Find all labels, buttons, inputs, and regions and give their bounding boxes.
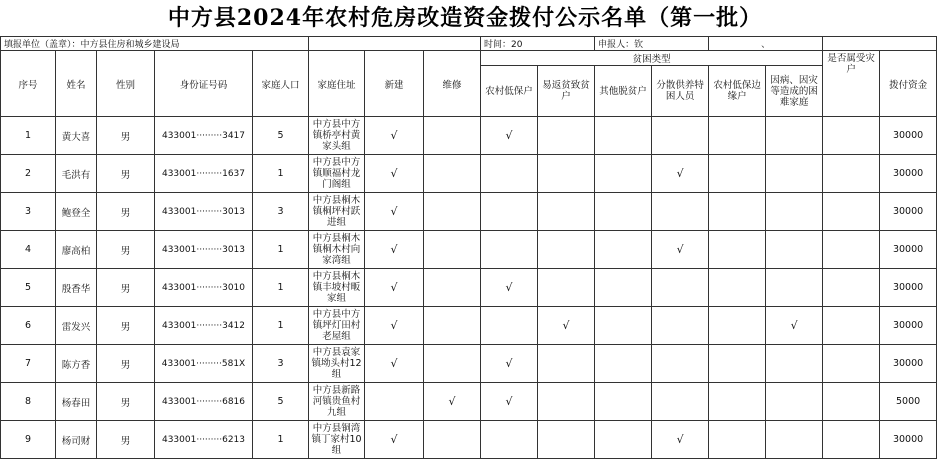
col-dibao-edge: 农村低保边缘户	[709, 66, 766, 117]
cell-easy-poverty	[538, 345, 595, 383]
cell-funds: 30000	[880, 117, 937, 155]
cell-seq: 1	[1, 117, 56, 155]
reporter: 申报人：钦	[595, 37, 709, 51]
cell-seq: 4	[1, 231, 56, 269]
cell-illness-disaster	[766, 155, 823, 193]
cell-seq: 3	[1, 193, 56, 231]
cell-easy-poverty	[538, 155, 595, 193]
cell-dispersed-support: √	[652, 421, 709, 459]
cell-new-build: √	[365, 345, 424, 383]
cell-other-poverty	[595, 421, 652, 459]
cell-repair	[424, 117, 481, 155]
cell-household: 3	[253, 345, 309, 383]
cell-household: 3	[253, 193, 309, 231]
cell-disaster-victim	[823, 231, 880, 269]
cell-dispersed-support	[652, 383, 709, 421]
cell-id: 433001·········581X	[155, 345, 253, 383]
col-id: 身份证号码	[155, 51, 253, 117]
cell-easy-poverty	[538, 231, 595, 269]
cell-name: 杨春田	[56, 383, 97, 421]
col-easy-poverty: 易返贫致贫户	[538, 66, 595, 117]
cell-id: 433001·········1637	[155, 155, 253, 193]
cell-other-poverty	[595, 155, 652, 193]
cell-new-build: √	[365, 193, 424, 231]
cell-dibao-edge	[709, 421, 766, 459]
cell-seq: 8	[1, 383, 56, 421]
cell-name: 陈方香	[56, 345, 97, 383]
cell-illness-disaster: √	[766, 307, 823, 345]
cell-illness-disaster	[766, 421, 823, 459]
cell-disaster-victim	[823, 117, 880, 155]
cell-dibao-edge	[709, 117, 766, 155]
cell-name: 毛洪有	[56, 155, 97, 193]
col-repair: 维修	[424, 51, 481, 117]
cell-gender: 男	[97, 231, 155, 269]
reporting-unit: 填报单位（盖章）：中方县住房和城乡建设局	[1, 37, 309, 51]
cell-dispersed-support	[652, 117, 709, 155]
col-rural-dibao: 农村低保户	[481, 66, 538, 117]
table-row	[1, 231, 937, 269]
info-row	[1, 37, 937, 51]
table-row	[1, 117, 937, 155]
col-household: 家庭人口	[253, 51, 309, 117]
cell-dibao-edge	[709, 269, 766, 307]
cell-disaster-victim	[823, 155, 880, 193]
cell-other-poverty	[595, 117, 652, 155]
cell-disaster-victim	[823, 307, 880, 345]
cell-rural-dibao: √	[481, 269, 538, 307]
cell-address: 中方县中方镇桥亭村黄家头组	[309, 117, 365, 155]
table-row	[1, 383, 937, 421]
cell-address: 中方县新路河镇贵鱼村九组	[309, 383, 365, 421]
cell-easy-poverty	[538, 383, 595, 421]
cell-seq: 2	[1, 155, 56, 193]
cell-repair	[424, 345, 481, 383]
cell-illness-disaster	[766, 345, 823, 383]
cell-illness-disaster	[766, 231, 823, 269]
cell-disaster-victim	[823, 345, 880, 383]
cell-repair	[424, 231, 481, 269]
col-address: 家庭住址	[309, 51, 365, 117]
col-funds: 拨付资金	[880, 51, 937, 117]
cell-disaster-victim	[823, 269, 880, 307]
cell-address: 中方县中方镇坪灯田村老屋组	[309, 307, 365, 345]
cell-easy-poverty: √	[538, 307, 595, 345]
cell-funds: 30000	[880, 155, 937, 193]
allocation-table	[0, 36, 937, 459]
cell-new-build: √	[365, 155, 424, 193]
col-poverty-type: 贫困类型	[481, 51, 823, 66]
cell-illness-disaster	[766, 269, 823, 307]
cell-name: 杨司财	[56, 421, 97, 459]
cell-illness-disaster	[766, 117, 823, 155]
cell-seq: 9	[1, 421, 56, 459]
cell-new-build	[365, 383, 424, 421]
cell-new-build: √	[365, 117, 424, 155]
cell-id: 433001·········3417	[155, 117, 253, 155]
cell-dibao-edge	[709, 231, 766, 269]
cell-repair	[424, 421, 481, 459]
cell-gender: 男	[97, 155, 155, 193]
cell-disaster-victim	[823, 421, 880, 459]
cell-new-build: √	[365, 269, 424, 307]
cell-gender: 男	[97, 269, 155, 307]
cell-dispersed-support: √	[652, 155, 709, 193]
cell-funds: 30000	[880, 307, 937, 345]
cell-repair	[424, 155, 481, 193]
cell-gender: 男	[97, 307, 155, 345]
cell-name: 黄大喜	[56, 117, 97, 155]
col-illness-disaster: 因病、因灾等造成的困难家庭	[766, 66, 823, 117]
cell-gender: 男	[97, 421, 155, 459]
cell-rural-dibao	[481, 155, 538, 193]
col-disaster-victim: 是否属受灾户	[823, 51, 880, 117]
cell-seq: 5	[1, 269, 56, 307]
cell-new-build: √	[365, 231, 424, 269]
cell-funds: 5000	[880, 383, 937, 421]
cell-easy-poverty	[538, 269, 595, 307]
cell-dibao-edge	[709, 193, 766, 231]
table-row	[1, 155, 937, 193]
cell-disaster-victim	[823, 193, 880, 231]
col-other-poverty: 其他脱贫户	[595, 66, 652, 117]
cell-easy-poverty	[538, 421, 595, 459]
cell-dibao-edge	[709, 307, 766, 345]
cell-name: 鲍登全	[56, 193, 97, 231]
cell-dispersed-support	[652, 307, 709, 345]
cell-id: 433001·········6213	[155, 421, 253, 459]
cell-funds: 30000	[880, 421, 937, 459]
cell-funds: 30000	[880, 269, 937, 307]
cell-rural-dibao: √	[481, 117, 538, 155]
cell-other-poverty	[595, 383, 652, 421]
cell-repair	[424, 269, 481, 307]
cell-name: 殷香华	[56, 269, 97, 307]
col-new-build: 新建	[365, 51, 424, 117]
report-time: 时间：20	[481, 37, 595, 51]
table-row	[1, 193, 937, 231]
table-body	[1, 117, 937, 459]
cell-id: 433001·········3013	[155, 193, 253, 231]
cell-other-poverty	[595, 193, 652, 231]
cell-dispersed-support: √	[652, 231, 709, 269]
cell-dibao-edge	[709, 345, 766, 383]
cell-address: 中方县桐木镇丰坡村畈家组	[309, 269, 365, 307]
cell-id: 433001·········6816	[155, 383, 253, 421]
cell-new-build: √	[365, 421, 424, 459]
cell-name: 廖高柏	[56, 231, 97, 269]
cell-rural-dibao: √	[481, 383, 538, 421]
cell-gender: 男	[97, 117, 155, 155]
cell-easy-poverty	[538, 117, 595, 155]
reporter-mark: 、	[709, 37, 823, 51]
cell-id: 433001·········3010	[155, 269, 253, 307]
cell-seq: 7	[1, 345, 56, 383]
cell-rural-dibao	[481, 421, 538, 459]
cell-gender: 男	[97, 345, 155, 383]
cell-repair	[424, 307, 481, 345]
cell-address: 中方县中方镇顺福村龙门阁组	[309, 155, 365, 193]
cell-id: 433001·········3013	[155, 231, 253, 269]
cell-rural-dibao	[481, 193, 538, 231]
col-name: 姓名	[56, 51, 97, 117]
cell-dispersed-support	[652, 269, 709, 307]
header-row-1	[1, 51, 937, 66]
col-gender: 性别	[97, 51, 155, 117]
cell-repair	[424, 193, 481, 231]
cell-household: 1	[253, 231, 309, 269]
cell-gender: 男	[97, 383, 155, 421]
cell-household: 1	[253, 421, 309, 459]
cell-rural-dibao: √	[481, 345, 538, 383]
cell-rural-dibao	[481, 307, 538, 345]
cell-easy-poverty	[538, 193, 595, 231]
cell-illness-disaster	[766, 193, 823, 231]
cell-other-poverty	[595, 231, 652, 269]
cell-dispersed-support	[652, 345, 709, 383]
col-seq: 序号	[1, 51, 56, 117]
cell-illness-disaster	[766, 383, 823, 421]
cell-other-poverty	[595, 345, 652, 383]
cell-address: 中方县铜湾镇丁家村10组	[309, 421, 365, 459]
cell-name: 雷发兴	[56, 307, 97, 345]
cell-disaster-victim	[823, 383, 880, 421]
table-row	[1, 421, 937, 459]
table-row	[1, 307, 937, 345]
cell-dibao-edge	[709, 155, 766, 193]
cell-dispersed-support	[652, 193, 709, 231]
cell-repair: √	[424, 383, 481, 421]
cell-household: 5	[253, 117, 309, 155]
cell-seq: 6	[1, 307, 56, 345]
cell-funds: 30000	[880, 231, 937, 269]
cell-address: 中方县袁家镇坳头村12组	[309, 345, 365, 383]
cell-funds: 30000	[880, 193, 937, 231]
cell-household: 1	[253, 155, 309, 193]
cell-address: 中方县桐木镇桐木村向家湾组	[309, 231, 365, 269]
col-dispersed-support: 分散供养特困人员	[652, 66, 709, 117]
table-row	[1, 345, 937, 383]
cell-new-build: √	[365, 307, 424, 345]
cell-id: 433001·········3412	[155, 307, 253, 345]
cell-gender: 男	[97, 193, 155, 231]
cell-rural-dibao	[481, 231, 538, 269]
cell-other-poverty	[595, 307, 652, 345]
cell-household: 1	[253, 307, 309, 345]
page-title: 中方县2024年农村危房改造资金拨付公示名单（第一批）	[167, 5, 763, 31]
table-row	[1, 269, 937, 307]
cell-other-poverty	[595, 269, 652, 307]
cell-household: 1	[253, 269, 309, 307]
cell-dibao-edge	[709, 383, 766, 421]
cell-funds: 30000	[880, 345, 937, 383]
cell-household: 5	[253, 383, 309, 421]
cell-address: 中方县桐木镇桐坪村跃进组	[309, 193, 365, 231]
